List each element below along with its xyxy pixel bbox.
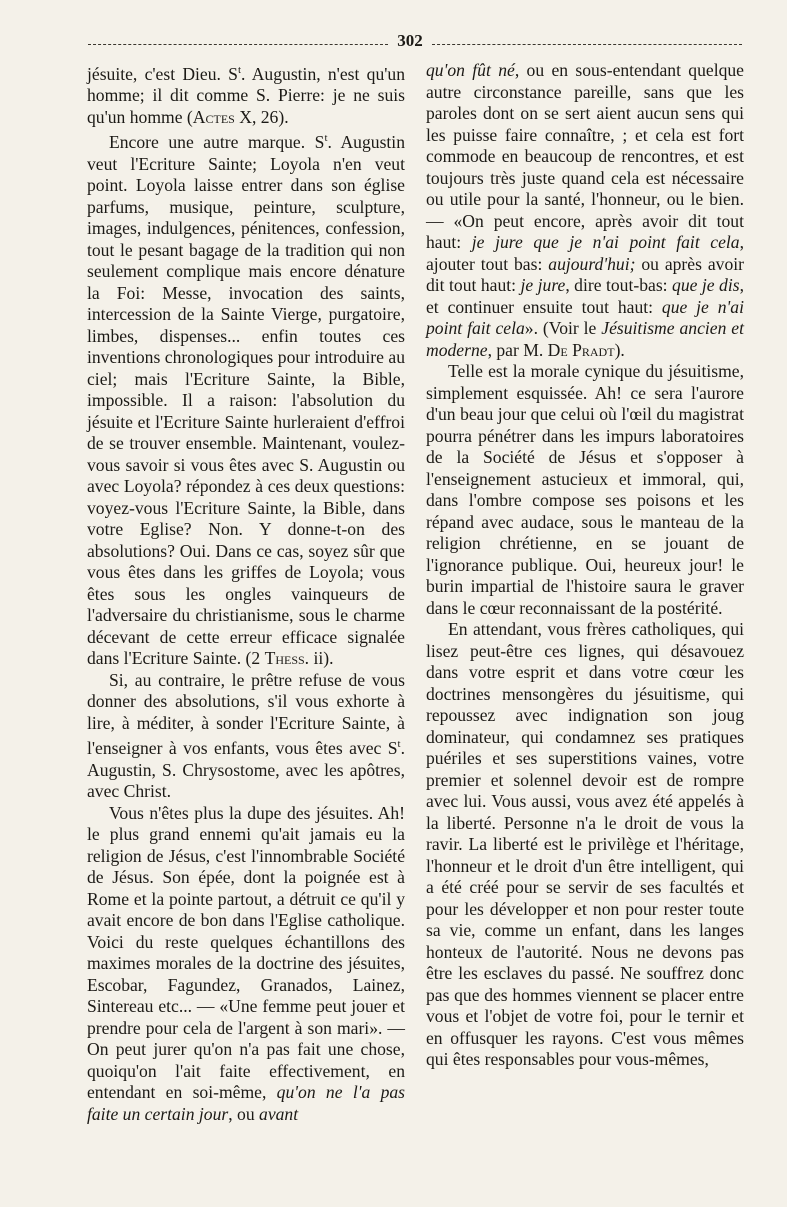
text-run: t bbox=[324, 132, 328, 145]
text-run: t bbox=[237, 64, 242, 76]
header-rule-right bbox=[432, 44, 742, 45]
text-run: ». (Voir le bbox=[524, 318, 602, 338]
text-run: , par M. bbox=[487, 339, 548, 360]
text-run: Thess. bbox=[264, 648, 310, 669]
paragraph bbox=[426, 60, 744, 361]
text-run: X, 26). bbox=[234, 106, 289, 127]
text-run: . Augustin veut l'Ecriture Sainte; Loyola n'en veut point. Loyola laisse entrer dans son église parfums, musique, peinture, sculpture, images, indulgences, pénitences, confession, tout le pesant bagage de la tradition qui non seulement complique mais encore dénature la Foi: Messe, invocation des saints, intercession de la Sainte Vierge, purgatoire, limbes, dispenses... enfin toutes ces inventions chronologiques pour introduire au ciel; mais l'Ecriture Sainte, la Bible, impossible. Il a raison: l'absolution du jésuite et l'Ecriture Sainte hurleraient d'effroi de se trouver ensemble. Maintenant, voulez-vous savoir si vous êtes avec S. Augustin ou avec Loyola? répondez à ces deux questions: voyez-vous l'Ecriture Sainte, la Bible, dans votre Eglise? Non. Y donne-t-on des absolutions? Oui. Dans ce cas, soyez sûr que vous êtes dans les griffes de Loyola; vous êtes sous les ongles vainqueurs de l'adversaire du christianisme, sous le charme décevant de cette erreur efficace signalée dans l'Ecriture Sainte. (2 bbox=[87, 132, 405, 669]
paragraph bbox=[87, 670, 405, 803]
text-run: , ou bbox=[228, 1103, 260, 1124]
text-run: t bbox=[397, 738, 401, 751]
paragraph bbox=[426, 619, 744, 1071]
text-run: que je dis bbox=[672, 275, 740, 295]
text-run: je jure que je n'ai point fait cela bbox=[471, 232, 740, 252]
text-run: avant bbox=[259, 1103, 299, 1124]
text-run: que je n'ai point fait cela bbox=[426, 296, 744, 338]
text-run: Telle est la morale cynique du jésuitisme, simplement esquissée. Ah! ce sera l'aurore d'un beau jour que celui où l'œil du magistrat pourra pénétrer dans les impurs laboratoires de la Société de Jésus et s'opposer à l'enseignement astucieux et immoral, qui, dans l'ombre compose ses poisons et les répand avec audace, sous le manteau de la religion chrétienne, en se jouant de l'ignorance publique. Oui, heureux jour! le burin impartial de l'histoire saura le graver dans le cœur reconnaissant de la postérité. bbox=[426, 361, 744, 618]
paragraph bbox=[87, 60, 405, 128]
text-run: ii). bbox=[309, 648, 334, 669]
paragraph bbox=[426, 361, 744, 619]
page-number: 302 bbox=[397, 31, 423, 50]
text-run: je jure bbox=[520, 275, 566, 295]
text-run: qu'on ne l'a pas faite un certain jour bbox=[87, 1082, 406, 1124]
text-run: , et continuer ensuite tout haut: bbox=[426, 275, 744, 317]
text-run: Vous n'êtes plus la dupe des jésuites. Ah! le plus grand ennemi qu'ait jamais eu la religion de Jésus, c'est l'innombrable Société de Jésus. Son épée, dont la poignée est à Rome et la pointe partout, a détruit ce qu'il y avait encore de bon dans l'Eglise catholique. Voici du reste quelques échantillons des maximes morales de la doctrine des jésuites, Escobar, Fagundez, Granados, Lainez, Sintereau etc... — «Une femme peut jouer et prendre pour cela de l'argent à son mari». — On peut jurer qu'on n'a pas fait une chose, quoiqu'on l'ait faite effectivement, en entendant en soi-même, bbox=[87, 802, 405, 1103]
text-run: ou après avoir dit tout haut: bbox=[426, 253, 744, 295]
right-column bbox=[426, 60, 744, 1071]
text-run: , dire tout-bas: bbox=[565, 275, 673, 295]
text-run: jésuite, c'est Dieu. S bbox=[87, 63, 238, 84]
text-run: qu'on fût né bbox=[426, 60, 515, 80]
left-column bbox=[87, 60, 405, 1125]
text-run: , ou en sous-entendant quelque autre circonstance pareille, sans que les paroles dont on se sert aient aucun sens qui les puisse faire connaître, ; et cela est fort commode en beaucoup de rencontres, et est toujours très juste quand cela est nécessaire ou utile pour la santé, l'honneur, ou le bien. — «On peut encore, après avoir dit tout haut: bbox=[426, 60, 744, 252]
text-run: Si, au contraire, le prêtre refuse de vous donner des absolutions, s'il vous exhorte à lire, à méditer, à sonder l'Ecriture Sainte, à l'enseigner à vos enfants, vous êtes avec S bbox=[87, 669, 405, 759]
text-run: Encore une autre marque. S bbox=[109, 132, 325, 153]
text-run: ). bbox=[614, 339, 625, 360]
text-run: Jésuitisme ancien et moderne bbox=[426, 318, 744, 360]
text-run: aujourd'hui; bbox=[548, 253, 636, 274]
header-rule-left bbox=[88, 44, 388, 45]
text-run: , ajouter tout bas: bbox=[426, 232, 745, 274]
text-run: . Augustin, S. Chrysostome, avec les apôtres, avec Christ. bbox=[87, 738, 405, 802]
paragraph bbox=[87, 128, 405, 669]
text-run: De Pradt bbox=[547, 339, 615, 360]
text-run: En attendant, vous frères catholiques, qui lisez peut-être ces lignes, qui désavouez dans votre esprit et dans votre cœur les doctrines mensongères du jésuitisme, qui repoussez avec indignation son joug dominateur, qui condamnez ses pratiques puériles et ses superstitions vaines, votre premier et solennel devoir est de rompre avec lui. Vous aussi, vous avez été appelés à la liberté. Personne n'a le droit de vous la ravir. La liberté est le privilège et l'héritage, l'honneur et le droit d'un être intelligent, qui a été créé pour se servir de ses facultés et pour les développer et non pour rester toute sa vie, comme un enfant, dans les langes honteux de l'autorité. Nous ne devons pas être les esclaves du passé. Ne souffrez donc pas que des hommes viennent se placer entre vous et l'objet de votre foi, pour le ternir et en offusquer les rayons. C'est vous mêmes qui êtes responsables pour vous-mêmes, bbox=[426, 619, 744, 1069]
text-run: Actes bbox=[192, 106, 235, 127]
paragraph bbox=[87, 803, 405, 1126]
text-run: . Augustin, n'est qu'un homme; il dit comme S. Pierre: je ne suis qu'un homme ( bbox=[87, 63, 405, 127]
